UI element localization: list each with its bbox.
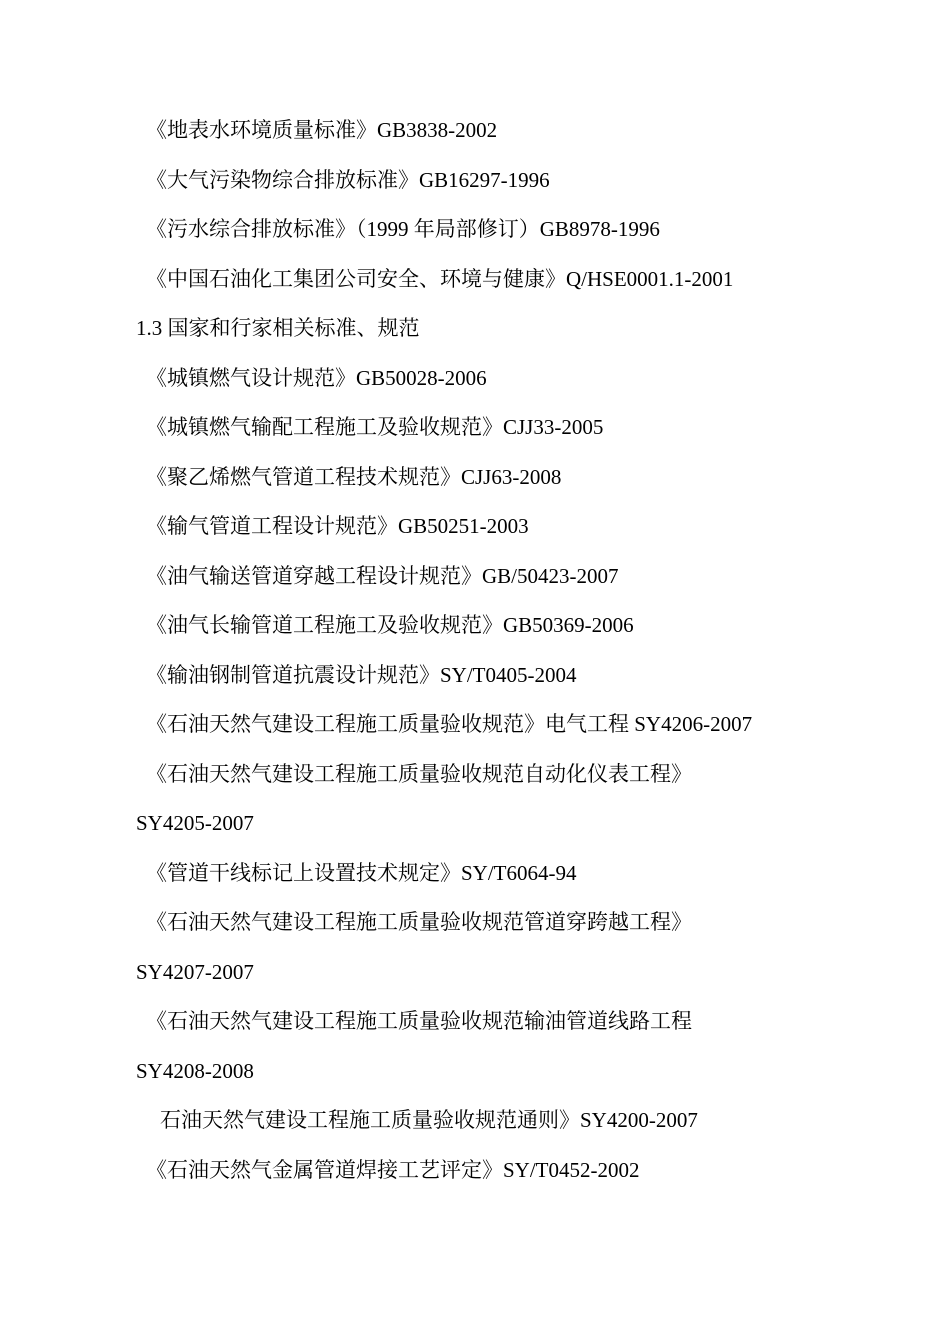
standard-line: 《聚乙烯燃气管道工程技术规范》CJJ63-2008 xyxy=(146,464,562,489)
standard-line: 石油天然气建设工程施工质量验收规范通则》SY4200-2007 xyxy=(160,1108,698,1132)
section-heading: 1.3 国家和行家相关标准、规范 xyxy=(136,316,420,340)
standard-line: 《管道干线标记上设置技术规定》SY/T6064-94 xyxy=(146,860,577,885)
standard-line: 《石油天然气金属管道焊接工艺评定》SY/T0452-2002 xyxy=(146,1157,640,1182)
standard-line: 《石油天然气建设工程施工质量验收规范管道穿跨越工程》 xyxy=(146,910,692,934)
standard-code-continuation: SY4207-2007 xyxy=(136,959,254,984)
standard-line: 《石油天然气建设工程施工质量验收规范输油管道线路工程 xyxy=(146,1009,692,1033)
standard-line: 《油气输送管道穿越工程设计规范》GB/50423-2007 xyxy=(146,563,619,588)
standard-line: 《油气长输管道工程施工及验收规范》GB50369-2006 xyxy=(146,613,634,637)
standard-line: 《城镇燃气设计规范》GB50028-2006 xyxy=(146,365,487,390)
standard-line: 《大气污染物综合排放标准》GB16297-1996 xyxy=(146,167,550,192)
standard-line: 《污水综合排放标准》（1999 年局部修订）GB8978-1996 xyxy=(146,217,660,241)
standard-line: 《地表水环境质量标准》GB3838-2002 xyxy=(146,118,498,142)
standards-list xyxy=(136,106,836,1195)
standard-code-continuation: SY4205-2007 xyxy=(136,811,254,835)
standard-line: 《石油天然气建设工程施工质量验收规范自动化仪表工程》 xyxy=(146,761,692,786)
standard-line: 《输油钢制管道抗震设计规范》SY/T0405-2004 xyxy=(146,662,577,687)
standard-line: 《中国石油化工集团公司安全、环境与健康》Q/HSE0001.1-2001 xyxy=(146,266,734,291)
standard-line: 《输气管道工程设计规范》GB50251-2003 xyxy=(146,514,529,538)
standard-line: 《城镇燃气输配工程施工及验收规范》CJJ33-2005 xyxy=(146,415,604,439)
standard-code-continuation: SY4208-2008 xyxy=(136,1058,254,1083)
standard-line: 《石油天然气建设工程施工质量验收规范》电气工程 SY4206-2007 xyxy=(146,712,753,736)
